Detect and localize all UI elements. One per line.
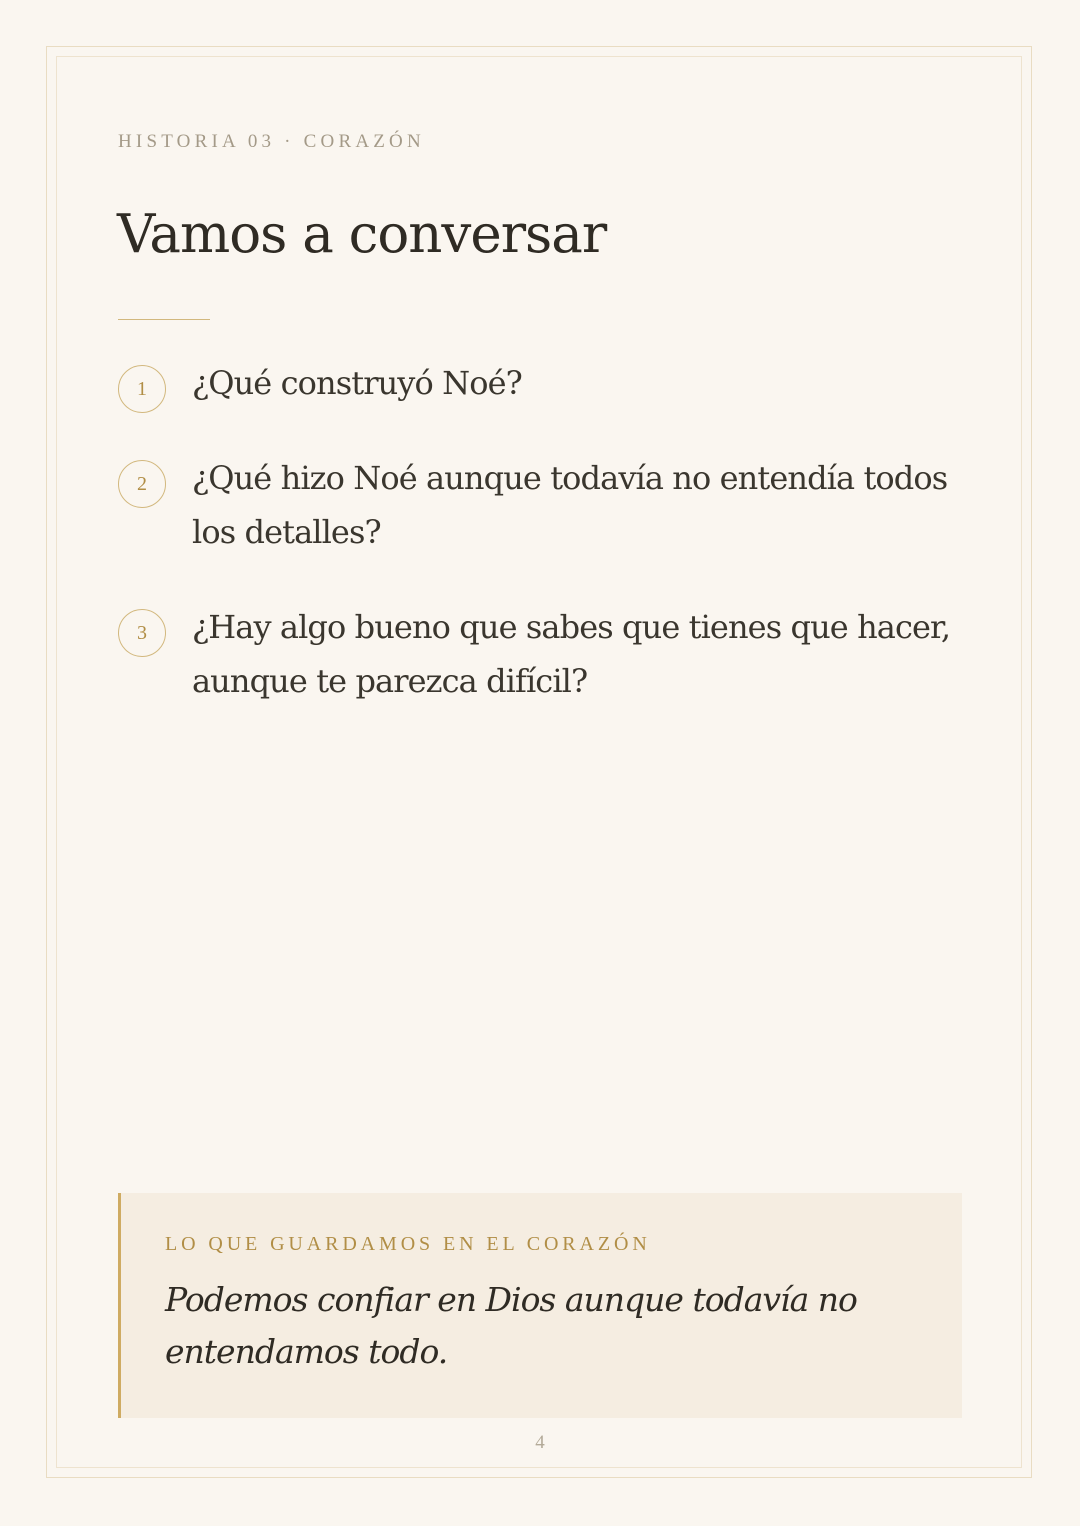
question-number-badge: 3 <box>118 609 166 657</box>
question-text: ¿Hay algo bueno que sabes que tienes que hacer, aunque te parezca difícil? <box>192 608 951 700</box>
section-eyebrow: HISTORIA 03 · CORAZÓN <box>118 131 425 152</box>
title-divider <box>118 319 210 320</box>
question-text: ¿Qué construyó Noé? <box>192 364 522 402</box>
question-text: ¿Qué hizo Noé aunque todavía no entendía todos los detalles? <box>192 459 948 551</box>
page-title: Vamos a conversar <box>117 204 607 265</box>
callout-label: LO QUE GUARDAMOS EN EL CORAZÓN <box>165 1233 651 1255</box>
question-number-badge: 2 <box>118 460 166 508</box>
page-number: 4 <box>535 1432 545 1453</box>
question-number-badge: 1 <box>118 365 166 413</box>
key-message-callout <box>118 1193 962 1418</box>
callout-text: Podemos confiar en Dios aunque todavía no entendamos todo. <box>165 1280 857 1371</box>
